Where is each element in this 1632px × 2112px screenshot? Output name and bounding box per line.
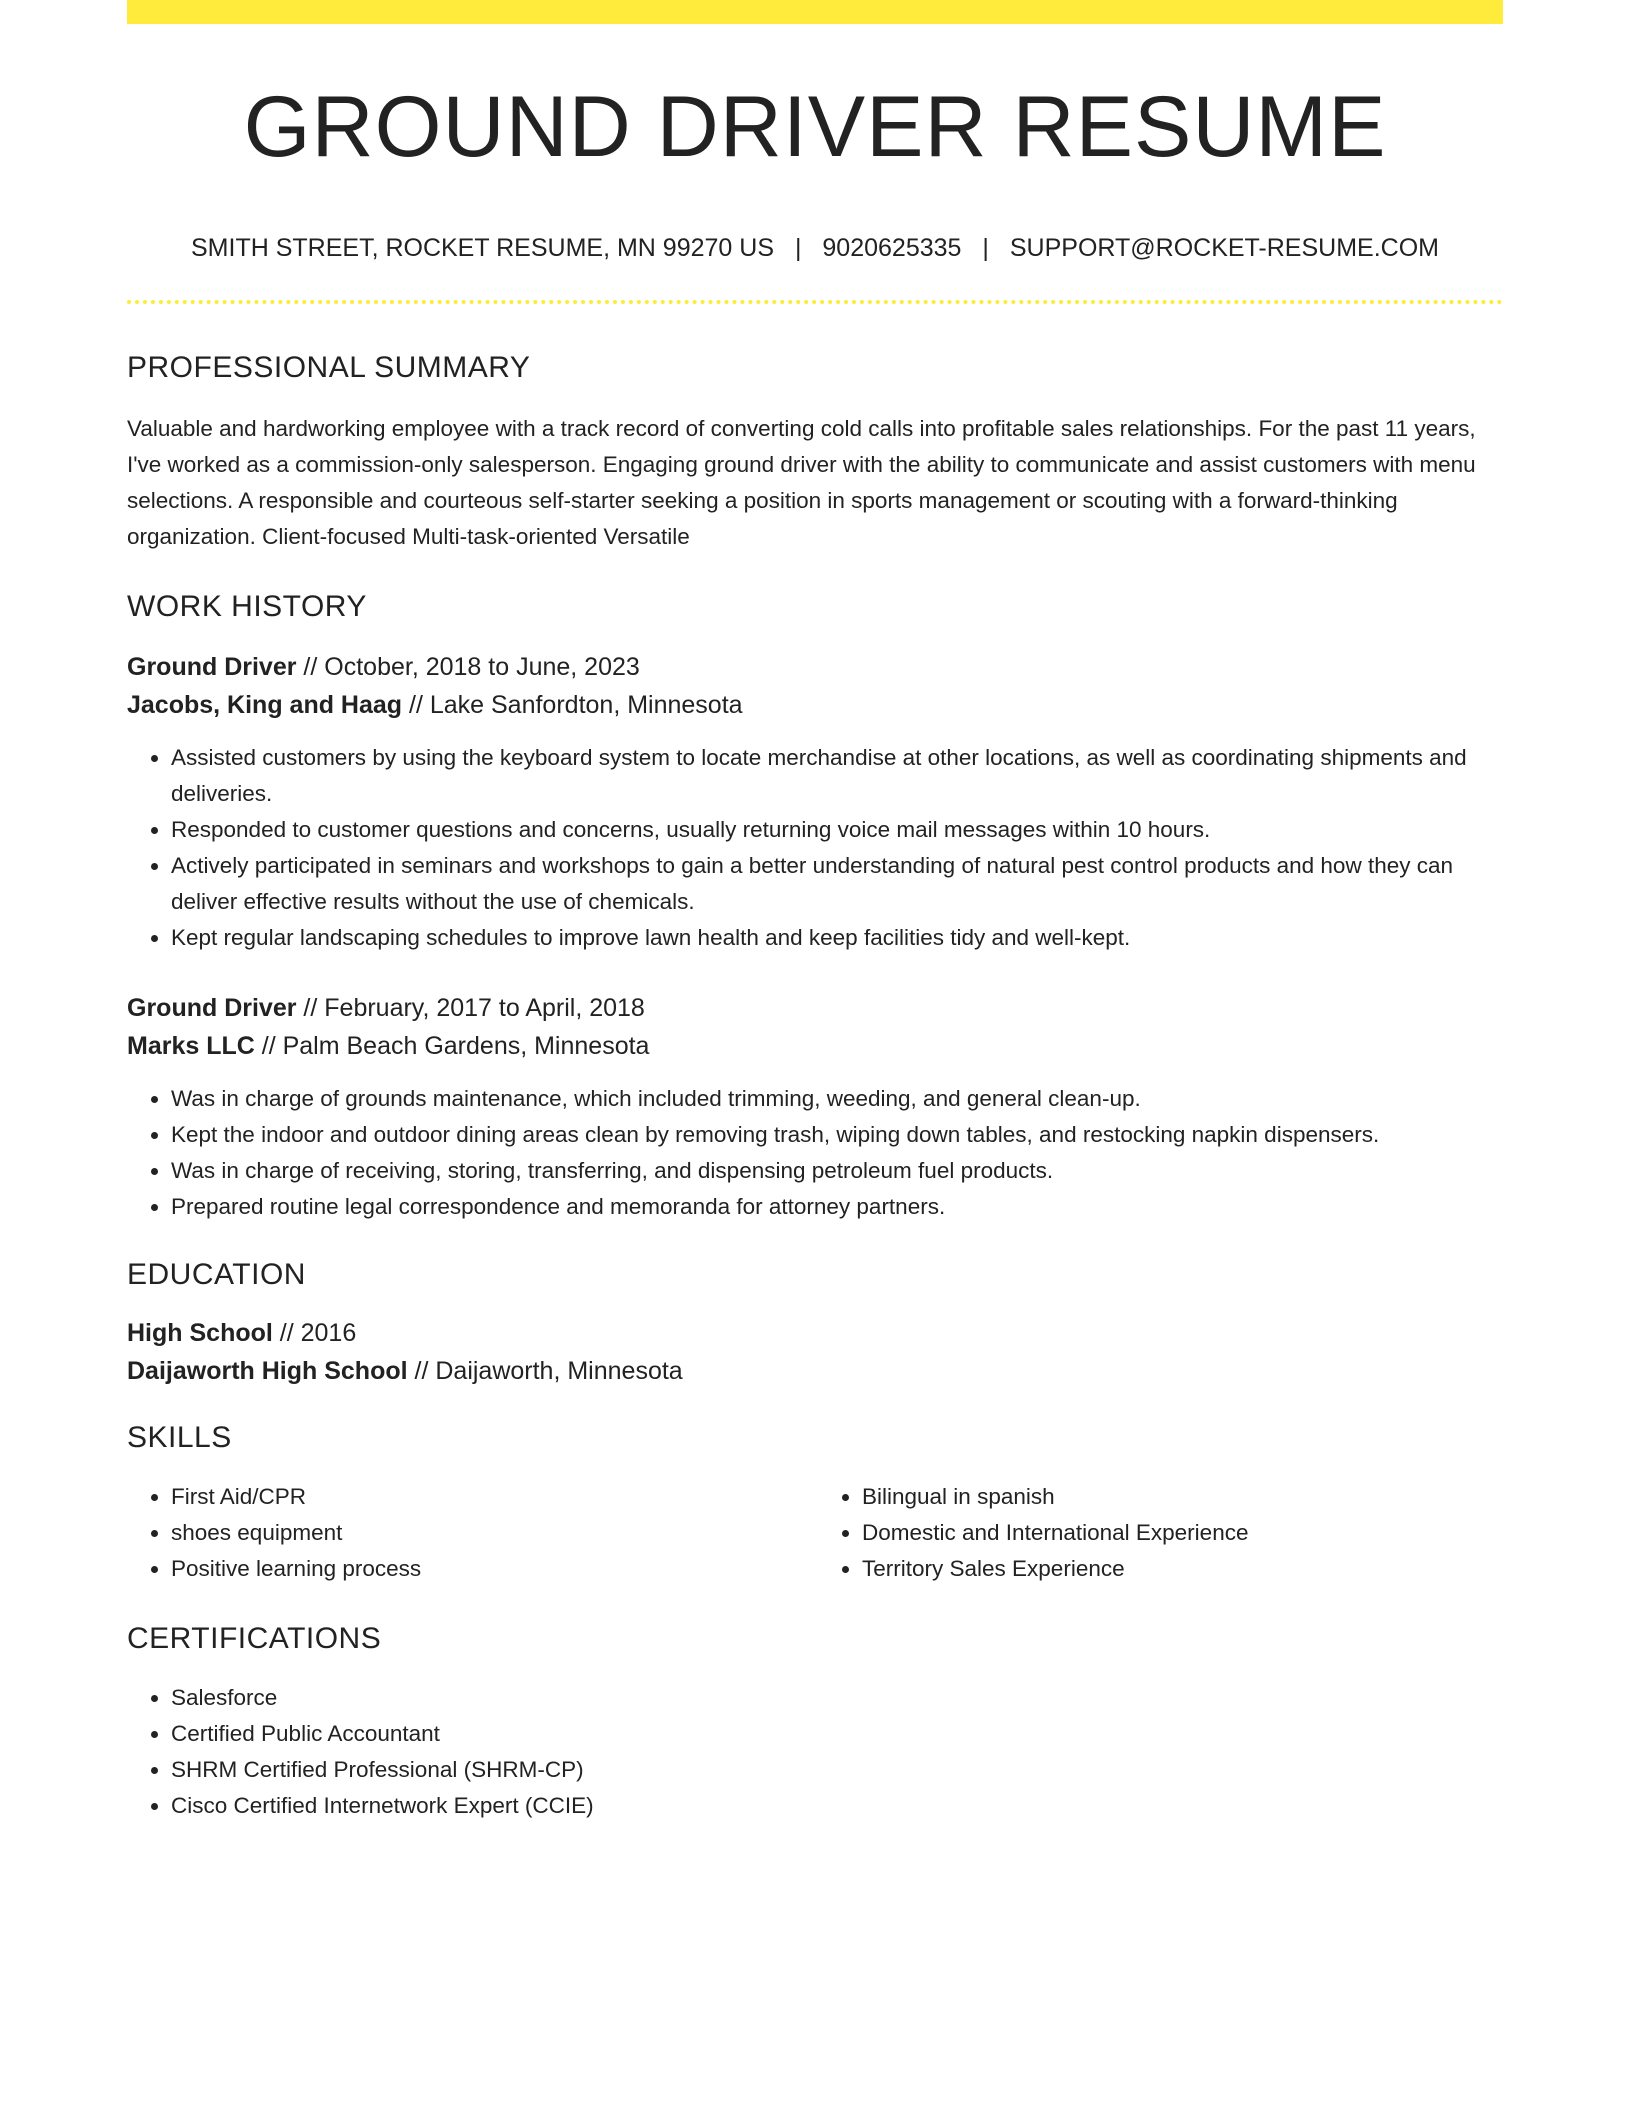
job-company-line — [127, 686, 1503, 724]
job-dates: // February, 2017 to April, 2018 — [296, 994, 645, 1022]
list-item: • Kept the indoor and outdoor dining areas clean by removing trash, wiping down tables, and restocking napkin dispensers. — [171, 1117, 1503, 1153]
job-location: // Lake Sanfordton, Minnesota — [402, 691, 743, 719]
list-item: • Prepared routine legal correspondence and memoranda for attorney partners. — [171, 1189, 1503, 1225]
job-role: Ground Driver — [127, 653, 297, 681]
list-item: • First Aid/CPR — [171, 1479, 815, 1515]
job-role-line — [127, 989, 1503, 1027]
list-item: • Certified Public Accountant — [171, 1716, 1503, 1752]
top-accent-bar — [127, 0, 1503, 24]
skills-list-left — [127, 1479, 815, 1587]
education-degree-line — [127, 1314, 1503, 1352]
skills-heading: SKILLS — [127, 1421, 232, 1454]
list-item: • Actively participated in seminars and workshops to gain a better understanding of natural pest control products and how they can deliver effective results without the use of chemicals. — [171, 848, 1503, 920]
summary-heading: PROFESSIONAL SUMMARY — [127, 351, 531, 384]
education-location: // Daijaworth, Minnesota — [407, 1357, 683, 1385]
job-role: Ground Driver — [127, 994, 297, 1022]
certifications-list — [127, 1680, 1503, 1824]
list-item: • Territory Sales Experience — [862, 1551, 1503, 1587]
job-dates: // October, 2018 to June, 2023 — [296, 653, 640, 681]
dotted-divider — [127, 300, 1503, 304]
education-school-line — [127, 1352, 1503, 1390]
job-company: Jacobs, King and Haag — [127, 691, 403, 719]
list-item: • Cisco Certified Internetwork Expert (CCIE) — [171, 1788, 1503, 1824]
education-entry — [127, 1314, 1503, 1390]
list-item: • Bilingual in spanish — [862, 1479, 1503, 1515]
phone: 9020625335 — [822, 234, 962, 262]
job-bullets — [127, 1081, 1503, 1225]
job-entry — [127, 989, 1503, 1225]
address: SMITH STREET, ROCKET RESUME, MN 99270 US — [191, 234, 774, 262]
list-item: • Domestic and International Experience — [862, 1515, 1503, 1551]
list-item: • Kept regular landscaping schedules to improve lawn health and keep facilities tidy and well-kept. — [171, 920, 1503, 956]
email: SUPPORT@ROCKET-RESUME.COM — [1009, 234, 1439, 262]
contact-line — [127, 236, 1503, 261]
work-history-heading: WORK HISTORY — [127, 590, 367, 623]
summary-text: Valuable and hardworking employee with a track record of converting cold calls into profitable sales relationships. For the past 11 years, I've worked as a commission-only salesperson. Engaging ground driver with the ability to communicate and assist customers with menu selections. A responsible and courteous self-starter seeking a position in sports management or scouting with a forward-thinking organization. Client-focused Multi-task-oriented Versatile — [127, 416, 1476, 549]
certifications-heading: CERTIFICATIONS — [127, 1622, 382, 1655]
job-location: // Palm Beach Gardens, Minnesota — [254, 1032, 650, 1060]
job-company: Marks LLC — [127, 1032, 255, 1060]
education-year: // 2016 — [272, 1319, 357, 1347]
contact-separator: | — [794, 234, 802, 262]
list-item: • SHRM Certified Professional (SHRM-CP) — [171, 1752, 1503, 1788]
education-school: Daijaworth High School — [127, 1357, 408, 1385]
list-item: • Assisted customers by using the keyboard system to locate merchandise at other locations, as well as coordinating shipments and deliveries. — [171, 740, 1503, 812]
resume-page — [127, 0, 1503, 1824]
list-item: • Responded to customer questions and concerns, usually returning voice mail messages within 10 hours. — [171, 812, 1503, 848]
list-item: • Was in charge of grounds maintenance, which included trimming, weeding, and general clean-up. — [171, 1081, 1503, 1117]
job-bullets — [127, 740, 1503, 956]
education-heading: EDUCATION — [127, 1258, 306, 1291]
education-degree: High School — [127, 1319, 273, 1347]
skills-list-right — [815, 1479, 1503, 1587]
list-item: • shoes equipment — [171, 1515, 815, 1551]
list-item: • Positive learning process — [171, 1551, 815, 1587]
skills-grid — [127, 1479, 1503, 1587]
contact-separator: | — [982, 234, 989, 262]
list-item: • Salesforce — [171, 1680, 1503, 1716]
job-entry — [127, 648, 1503, 956]
job-company-line — [127, 1027, 1503, 1065]
job-role-line — [127, 648, 1503, 686]
list-item: • Was in charge of receiving, storing, transferring, and dispensing petroleum fuel products. — [171, 1153, 1503, 1189]
resume-title: GROUND DRIVER RESUME — [243, 79, 1387, 175]
